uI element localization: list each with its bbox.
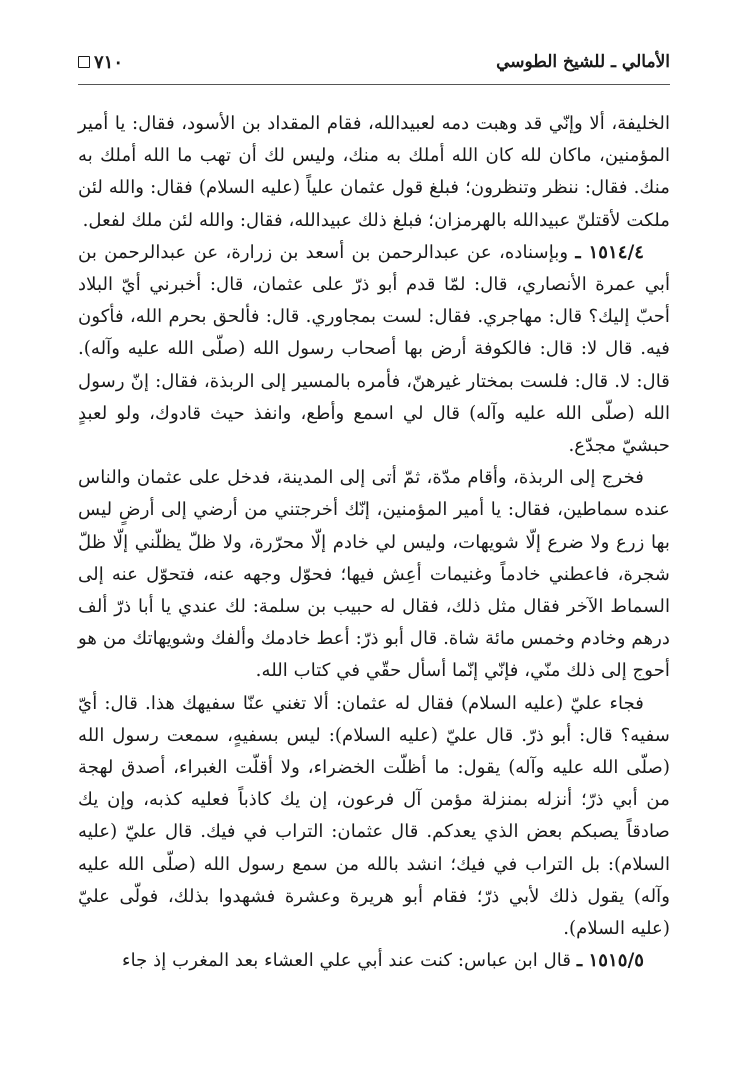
book-title: الأمالي ـ للشيخ الطوسي	[496, 52, 670, 72]
hadith-number: ١٥١٤/٤ ـ	[575, 241, 644, 263]
hadith-number: ١٥١٥/٥ ـ	[576, 950, 644, 972]
paragraph-text: الخليفة، ألا وإنّي قد وهبت دمه لعبيدالله، فقام المقداد بن الأسود، فقال: يا أمير المؤمنين، ماكان لله كان الله أملك به منك، وليس لك أن تهب ما الله أملك به منك. فقال: ننظر وتنظرون؛ فبلغ قول عثمان علياً (عليه السلام) فقال: والله لئن ملكت لأقتلنّ عبيدالله بالهرمزان؛ فبلغ ذلك عبيدالله، فقال: والله لئن ملك لفعل.	[78, 113, 670, 231]
page-number: ٧١٠	[94, 51, 124, 73]
paragraph	[78, 462, 670, 687]
page-body	[78, 108, 670, 977]
hadith-paragraph	[78, 237, 670, 462]
square-box-icon	[78, 56, 90, 68]
page-number-group	[78, 52, 123, 73]
paragraph-text: وبإسناده، عن عبدالرحمن بن أسعد بن زرارة، عن عبدالرحمن بن أبي عمرة الأنصاري، قال: لمّا قدم أبو ذرّ على عثمان، قال: أخبرني أيّ البلاد أحبّ إليك؟ قال: مهاجري. فقال: لست بمجاوري. قال: فألحق بحرم الله، فأكون فيه. قال لا: قال: فالكوفة أرض بها أصحاب رسول الله (صلّى الله عليه وآله). قال: لا. قال: فلست بمختار غيرهنّ، فأمره بالمسير إلى الربذة، فقال: إنّ رسول الله (صلّى الله عليه وآله) قال لي اسمع وأطع، وانفذ حيث قادوك، ولو لعبدٍ حبشيّ مجدّع.	[78, 241, 670, 457]
paragraph	[78, 108, 670, 237]
header-divider	[78, 84, 670, 85]
paragraph-text: قال ابن عباس: كنت عند أبي علي العشاء بعد المغرب إذ جاء	[122, 950, 577, 972]
paragraph	[78, 688, 670, 946]
page-header	[78, 44, 670, 80]
paragraph-text: فخرج إلى الربذة، وأقام مدّة، ثمّ أتى إلى المدينة، فدخل على عثمان والناس عنده سماطين، فقال: يا أمير المؤمنين، إنّك أخرجتني من أرضي إلى أرضٍ ليس بها زرع ولا ضرع إلّا شويهات، وليس لي خادم إلّا محرّرة، ولا ظلّ يظلّني إلّا ظلّ شجرة، فاعطني خادماً وغنيمات أعِش فيها؛ فحوّل وجهه عنه، فتحوّل عنه إلى السماط الآخر فقال مثل ذلك، فقال له حبيب بن سلمة: لك عندي يا أبا ذرّ ألف درهم وخادم وخمس مائة شاة. قال أبو ذرّ: أعط خادمك وألفك وشويهاتك من هو أحوج إلى ذلك منّي، فإنّي إنّما أسأل حقّي في كتاب الله.	[78, 467, 670, 682]
paragraph-text: فجاء عليّ (عليه السلام) فقال له عثمان: ألا تغني عنّا سفيهك هذا. قال: أيّ سفيه؟ قال: أبو ذرّ. قال عليّ (عليه السلام): ليس بسفيهٍ، سمعت رسول الله (صلّى الله عليه وآله) يقول: ما أظلّت الخضراء، ولا أقلّت الغبراء، أصدق لهجة من أبي ذرّ؛ أنزله بمنزلة مؤمن آل فرعون، إن يك كاذباً فعليه كذبه، وإن يك صادقاً يصبكم بعض الذي يعدكم. قال عثمان: التراب في فيك. قال عليّ (عليه السلام): بل التراب في فيك؛ انشد بالله من سمع رسول الله (صلّى الله عليه وآله) يقول ذلك لأبي ذرّ؛ فقام أبو هريرة وعشرة فشهدوا بذلك، فولّى عليّ (عليه السلام).	[78, 692, 670, 940]
hadith-paragraph	[78, 945, 670, 977]
